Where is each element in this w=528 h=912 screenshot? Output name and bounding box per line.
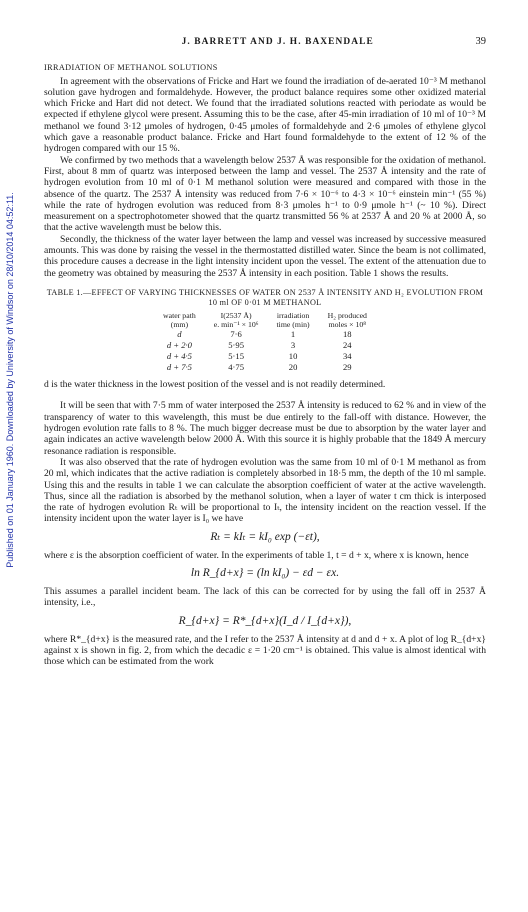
journal-page [44, 36, 486, 667]
running-head-authors: J. BARRETT AND J. H. BAXENDALE [181, 37, 374, 47]
equation: Rₜ = kIₜ = kI₀ exp (−εt), [210, 530, 320, 543]
table-cell: 4·75 [228, 362, 244, 373]
column-header: water path (mm) [163, 310, 196, 329]
table-cell: 34 [343, 351, 352, 362]
equation: ln R_{d+x} = (ln kI₀) − εd − εx. [190, 566, 340, 579]
paragraph: This assumes a parallel incident beam. The lack of this can be corrected for by using the fall off in 2537 Å intensity, i.e., [44, 585, 486, 609]
table-header-row [154, 312, 376, 329]
table-cell: d + 7·5 [166, 362, 192, 373]
column-header: I(2537 Å) e. min⁻¹ × 10⁶ [213, 310, 259, 329]
table-cell: 18 [343, 329, 352, 340]
paragraph: It will be seen that with 7·5 mm of water interposed the 2537 Å intensity is reduced to 62 % and in view of the transparency of water to this wavelength, this must be due entirely to the fall-off with distance. However, the hydrogen evolution rate falls to 8 %. The much bigger decrease must be due to absorption by the water layer and again indicates an active wavelength below 2000 Å. With this source it is highly probable that the 1849 Å mercury resonance radiation is responsible. [44, 400, 486, 457]
table-cell: d [177, 329, 182, 340]
download-watermark [0, 150, 22, 620]
table-cell: d + 4·5 [166, 351, 192, 362]
page-number: 39 [475, 36, 486, 47]
table-caption: TABLE 1.—EFFECT OF VARYING THICKNESSES OF WATER ON 2537 Å INTENSITY AND H₂ EVOLUTION FROM 10 ml OF 0·01 M METHANOL [46, 287, 484, 307]
table-footnote: d is the water thickness in the lowest position of the vessel and is not readily determined. [44, 379, 386, 391]
table-row [154, 362, 376, 373]
paragraph: It was also observed that the rate of hydrogen evolution was the same from 10 ml of 0·1 M methanol as from 20 ml, which indicates that the active radiation is completely absorbed in 18·5 mm, the depth of the 10 ml sample. Using this and the results in table 1 we can calculate the absorption coefficient of water at the active wavelength. Thus, since all the radiation is absorbed by the methanol solution, when a layer of water t cm thick is interposed the rate of hydrogen evolution Rₜ will be proportional to Iₜ, the intensity incident on the reaction vessel. If the intensity incident upon the water layer is I₀ we have [44, 456, 486, 525]
table-cell: 24 [343, 340, 352, 351]
table-cell: 1 [290, 329, 296, 340]
equation: R_{d+x} = R*_{d+x}(I_d / I_{d+x}), [178, 614, 352, 627]
paragraph: We confirmed by two methods that a wavelength below 2537 Å was responsible for the oxidation of methanol. First, about 8 mm of quartz was interposed between the lamp and vessel. The 2537 Å intensity and the rate of hydrogen evolution from 10 ml of 0·1 M methanol solution were measured and compared with those in the absence of the quartz. The 2537 Å intensity was reduced from 7·6 × 10⁻⁶ to 4·3 × 10⁻⁶ einstein min⁻¹ (55 %) while the rate of hydrogen evolution was reduced from 8·3 μmoles h⁻¹ to 0·9 μmole h⁻¹ (~ 10 %). Direct measurement on a spectrophotometer showed that the quartz transmitted 56 % at 2537 Å and 20 % at 2000 Å, so that the active wavelength must be below this. [44, 154, 486, 234]
column-header: irradiation time (min) [276, 310, 310, 329]
table-row [154, 329, 376, 340]
table-cell: 5·95 [228, 340, 244, 351]
paragraph: In agreement with the observations of Fricke and Hart we found the irradiation of de-aerated 10⁻³ M methanol solution gave hydrogen and formaldehyde. However, the product balance requires some other oxidized material which Fricke and Hart did not detect. We found that the irradiated solutions reacted with periodate as would be expected if ethylene glycol were present. Assuming this to be the case, after 45-min irradiation of 10 ml of 10⁻³ M methanol we found 3·12 μmoles of hydrogen, 0·45 μmoles of formaldehyde and 2·6 μmoles of ethylene glycol which gave a reasonable product balance. Fricke and Hart found formaldehyde to the extent of 12 % of the hydrogen compared with our 15 %. [44, 75, 486, 155]
table-cell: 7·6 [230, 329, 242, 340]
table-cell: 5·15 [228, 351, 244, 362]
column-header: H₂ produced moles × 10⁸ [327, 310, 367, 329]
table-cell: d + 2·0 [166, 340, 192, 351]
results-table [154, 312, 376, 373]
table-cell: 3 [290, 340, 296, 351]
running-header [44, 36, 486, 48]
section-title: IRRADIATION OF METHANOL SOLUTIONS [44, 63, 218, 73]
download-notice: Published on 01 January 1960. Downloaded by University of Windsor on 28/10/2014 04:52:11. [5, 192, 15, 568]
table-cell: 29 [343, 362, 352, 373]
table-row [154, 351, 376, 362]
table-row [154, 340, 376, 351]
paragraph: where R*_{d+x} is the measured rate, and the I refer to the 2537 Å intensity at d and d + x. A plot of log R_{d+x} against x is shown in fig. 2, from which the decadic ε = 1·20 cm⁻¹ is obtained. This value is almost identical with those which can be estimated from the work [44, 633, 486, 668]
table-cell: 10 [288, 351, 298, 362]
paragraph: Secondly, the thickness of the water layer between the lamp and vessel was increased by successive measured amounts. This was done by raising the vessel in the thermostatted distilled water. Since the beam is not collimated, this procedure causes a decrease in the light intensity incident upon the vessel. The extent of the attenuation due to the geometry was obtained by measuring the 2537 Å intensity in each position. Table 1 shows the results. [44, 233, 486, 279]
table-cell: 20 [288, 362, 298, 373]
paragraph: where ε is the absorption coefficient of water. In the experiments of table 1, t = d + x, where x is known, hence [44, 549, 469, 561]
